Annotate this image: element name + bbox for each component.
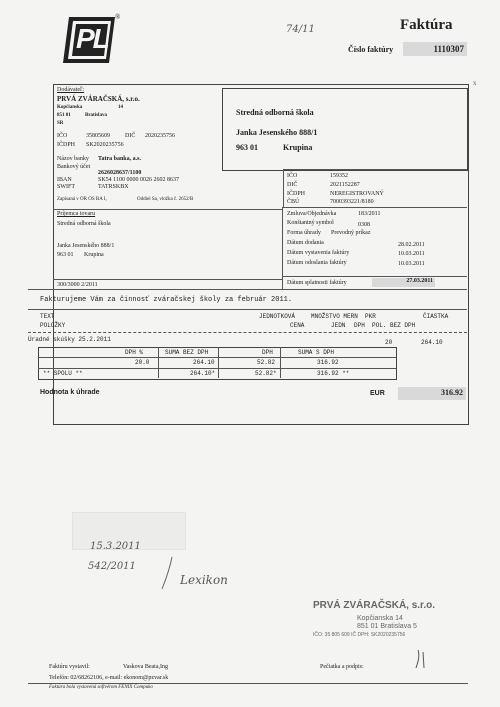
invoice-title: Faktúra [400,17,453,33]
iban-value: SK54 1100 0000 0026 2602 8637 [98,177,179,183]
due-date [372,278,435,287]
stamp-street: Kopčianska 14 [357,615,403,622]
customer-ico: 159352 [330,173,348,179]
invoice-number-value: 1110307 [433,44,464,54]
due-date-value: 27.03.2011 [406,278,433,284]
bank-name: Tatra banka, a.s. [98,156,141,162]
account-number: 2626028637/1100 [98,170,142,176]
issued-by-name: Vaskova Beata,Ing [123,664,168,670]
company-stamp [309,598,449,642]
stamp-ids: IČO: 35 805 609 IČ DPH: SK2020235756 [313,632,406,638]
recipient-postcode: 963 01 [57,252,74,258]
company-logo [63,15,121,65]
col-qty-2: JEDN [331,322,346,329]
registered-mark-icon: ® [115,13,121,21]
contact-info: Telefón: 02/68262106, e-mail: ekonom@pzvar.sk [49,675,169,681]
delivery-value: 28.02.2011 [398,242,425,248]
body-top-line [28,289,467,290]
stamp-city: 851 01 Bratislava 5 [357,623,417,630]
item-vat: 20 [385,339,393,346]
col-vat-1: PKR [365,313,376,320]
total-currency: EUR [370,390,385,397]
col-amount-1: ČIASTKA [423,313,449,320]
vat-amount: 52.82 [257,359,276,366]
item-amount: 264.10 [421,339,443,346]
total-amount [398,387,466,400]
signature-stroke [152,555,180,596]
logo-letters: PL [76,23,108,54]
bank-label: Názov banky [57,156,89,162]
issued-by-label: Faktúru vystavil: [49,664,90,670]
invoice-text: Fakturujeme Vám za činnosť zváračskej školy za február 2011. [40,296,293,304]
supplier-name: PRVÁ ZVÁRAČSKÁ, s.r.o. [57,95,140,103]
supplier-city: Bratislava [85,113,107,118]
supplier-postcode: 851 01 [57,113,71,118]
iban-label: IBAN [57,177,72,183]
footer-line [28,683,468,684]
payment-label: Forma úhrady [287,230,321,236]
supplier-dic-label: DIČ [125,133,136,139]
payment-value: Prevodný príkaz [331,230,371,236]
stamp-name: PRVÁ ZVÁRAČSKÁ, s.r.o. [313,600,436,611]
col-items: POLOŽKY [40,322,66,329]
items-header-line [28,332,467,333]
customer-dic: 2021152287 [330,182,360,188]
register-section: Oddiel Sa, vložka č. 2652/B [137,197,194,202]
customer-ids-top-line [283,169,467,170]
invoice-number-label: Číslo faktúry [348,45,394,54]
vat-h-total: SUMA S DPH [298,349,335,356]
issue-label: Dátum vystavenia faktúry [287,250,350,256]
delivery-label: Dátum dodania [287,240,324,246]
vat-total: 316.92 [317,359,339,366]
customer-city: Krupina [283,143,313,152]
vat-h-base: SUMA BEZ DPH [165,349,209,356]
customer-cbu-label: ČBÚ [287,199,300,205]
vat-base: 264.10 [193,359,215,366]
customer-icdph-label: IČDPH [287,191,306,197]
sent-value: 10.03.2011 [398,261,425,267]
vat-h-rate: DPH % [125,349,144,356]
handwritten-date: 15.3.2011 [90,541,141,552]
recipient-label: Príjemca tovaru [57,211,96,217]
customer-street: Janka Jesenského 888/1 [236,128,318,137]
col-unit-price-2: CENA [290,322,305,329]
issue-value: 10.03.2011 [398,251,425,257]
item-name: Úradné skúšky 25.2.2011 [28,336,111,343]
vat-col-line-3 [280,347,281,378]
customer-name: Stredná odborná škola [236,108,314,117]
customer-ico-label: IČO [287,173,298,179]
vat-sum-label: ** SPOLU ** [43,370,83,377]
recipient-bottom-line [53,279,282,280]
const-symbol-label: Konštantný symbol [287,220,334,226]
vat-sum-total: 316.92 ** [317,370,350,377]
invoice-number [403,42,467,56]
recipient-city: Krupina [84,252,104,258]
col-vat-2: DPH [354,322,365,329]
handwritten-signature: Lexikon [180,573,228,587]
close-mark: x [473,79,477,87]
items-top-line [28,309,467,310]
customer-ids-left-line [283,169,284,207]
vat-table-header-line [38,357,396,358]
col-unit-price-1: JEDNOTKOVÁ [259,313,296,320]
total-amount-value: 316.92 [441,388,463,397]
contract-label: Zmluva/Objednávka [287,211,337,217]
vat-col-line-1 [158,347,159,378]
account-label: Bankový účet [57,164,91,170]
register-court: Zapísaná v OR OS BA I, [57,197,107,202]
vat-col-line-2 [218,347,219,378]
customer-dic-label: DIČ [287,182,298,188]
recipient-name: Stredná odborná škola [57,221,111,227]
supplier-dic: 2020235756 [145,133,175,139]
const-symbol-value: 0308 [358,222,370,228]
vat-table-row-line [38,368,396,369]
vat-sum-base: 264.10* [190,370,216,377]
contract-value: 183/2011 [358,211,381,217]
due-top-line [282,276,467,277]
supplier-country: SR [57,121,64,126]
supplier-label: Dodávateľ: [57,87,85,93]
vat-sum-vat: 52.82* [255,370,277,377]
total-due-label: Hodnota k úhrade [40,389,100,396]
supplier-street: Kopčianska [57,105,83,110]
handwritten-number: 74/11 [286,24,315,35]
supplier-street-no: 14 [118,105,123,110]
supplier-icdph-label: IČDPH [57,142,76,148]
col-qty-1: MNOŽSTVO MERN [311,313,358,320]
recipient-ref: 300/3000 2/2011 [57,282,98,288]
vat-rate: 20.0 [135,359,150,366]
supplier-icdph: SK2020235756 [86,142,124,148]
customer-icdph: NEREGISTROVANÝ [330,191,384,197]
supplier-ico-label: IČO [57,133,68,139]
stamp-and-signature-label: Pečiatka a podpis: [320,664,364,670]
sent-label: Dátum odoslania faktúry [287,260,347,266]
col-text: TEXT [40,313,55,320]
vat-h-vat: DPH [262,349,273,356]
due-label: Dátum splatnosti faktúry [287,280,347,286]
col-amount-2: POL. BEZ DPH [372,322,416,329]
software-note: Faktúra bola vystavená softvérom FÉNIX Compuko [49,685,153,690]
swift-label: SWIFT [57,184,75,190]
swift-value: TATRSKBX [98,184,129,190]
recipient-street: Janka Jesenského 888/1 [57,243,115,249]
supplier-ico: 35805609 [86,133,110,139]
customer-cbu: 7000393221/8180 [330,199,374,205]
customer-postcode: 963 01 [236,143,258,152]
handwritten-ref: 542/2011 [88,561,136,572]
recipient-top-line [53,209,282,210]
footer-signature-stroke [414,648,430,675]
order-top-line [282,207,467,208]
